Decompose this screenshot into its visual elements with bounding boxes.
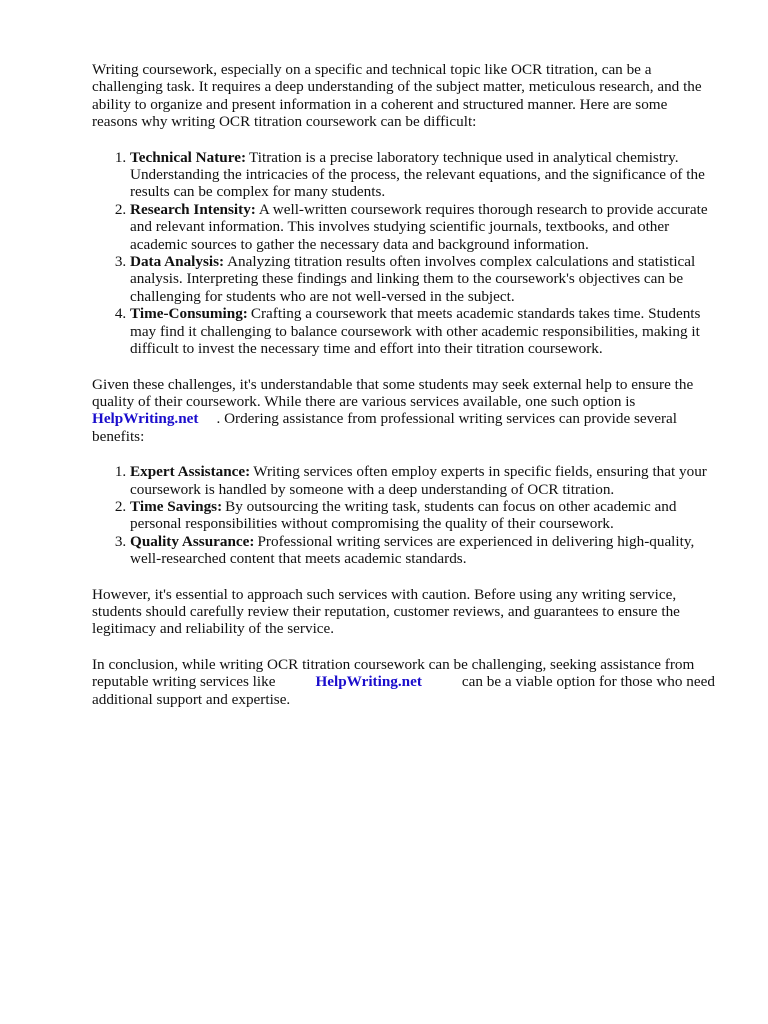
helpwriting-link-conclusion[interactable]: HelpWriting.net: [315, 673, 422, 691]
services-text-after: . Ordering assistance from professional writing services can provide several benefits:: [92, 410, 678, 445]
item-text: A well-written coursework requires thorough research to provide accurate and relevant information. This involves studying scientific journals, textbooks, and other academic sources to gather the necessary data and background information.: [130, 200, 708, 253]
item-text: Crafting a coursework that meets academic standards takes time. Students may find it challenging to balance coursework with other academic responsibilities, making it difficult to invest the necessary time and effort into their titration coursework.: [130, 305, 701, 358]
list-item: [130, 201, 716, 253]
conclusion-text-before: In conclusion, while writing OCR titration coursework can be challenging, seeking assistance from reputable writing services like: [92, 655, 695, 691]
item-term: Expert Assistance:: [130, 463, 251, 481]
list-item: [130, 253, 716, 305]
benefits-list: [92, 463, 716, 567]
conclusion-text-after: can be a viable option for those who need additional support and expertise.: [92, 673, 715, 708]
list-item: [130, 498, 716, 533]
item-term: Time-Consuming:: [130, 305, 248, 323]
list-item: [130, 149, 716, 201]
conclusion-paragraph: [92, 656, 716, 708]
services-text-before: Given these challenges, it's understandable that some students may seek external help to ensure the quality of their coursework. While there are various services available, one such option is: [92, 375, 694, 410]
caution-paragraph: However, it's essential to approach such services with caution. Before using any writing service, students should carefully review their reputation, customer reviews, and guarantees to ensure the legitimacy and reliability of the service.: [92, 585, 680, 638]
item-text: Professional writing services are experienced in delivering high-quality, well-researched content that meets academic standards.: [130, 532, 695, 568]
list-item: [130, 305, 716, 357]
item-term: Quality Assurance:: [130, 532, 255, 550]
item-text: Titration is a precise laboratory technique used in analytical chemistry. Understanding the intricacies of the process, the relevant equations, and the significance of the results can be complex for many students.: [130, 148, 705, 201]
intro-paragraph: Writing coursework, especially on a specific and technical topic like OCR titration, can be a challenging task. It requires a deep understanding of the subject matter, meticulous research, and the ability to organize and present information in a coherent and structured manner. Here are some reasons why writing OCR titration coursework can be difficult:: [92, 61, 702, 131]
helpwriting-link[interactable]: HelpWriting.net: [92, 410, 199, 428]
item-text: Analyzing titration results often involves complex calculations and statistical analysis. Interpreting these findings and linking them to the coursework's objectives can be challenging for students who are not well-versed in the subject.: [130, 253, 696, 305]
list-item: [130, 533, 716, 568]
services-paragraph: [92, 376, 716, 446]
item-term: Technical Nature:: [130, 148, 247, 166]
list-item: [130, 463, 716, 498]
item-text: By outsourcing the writing task, students can focus on other academic and personal responsibilities without compromising the quality of their coursework.: [130, 497, 677, 533]
item-term: Time Savings:: [130, 497, 223, 515]
item-term: Research Intensity:: [130, 200, 256, 218]
item-term: Data Analysis:: [130, 253, 225, 271]
difficulties-list: [92, 149, 716, 358]
item-text: Writing services often employ experts in specific fields, ensuring that your coursework is handled by someone with a deep understanding of OCR titration.: [130, 463, 707, 498]
